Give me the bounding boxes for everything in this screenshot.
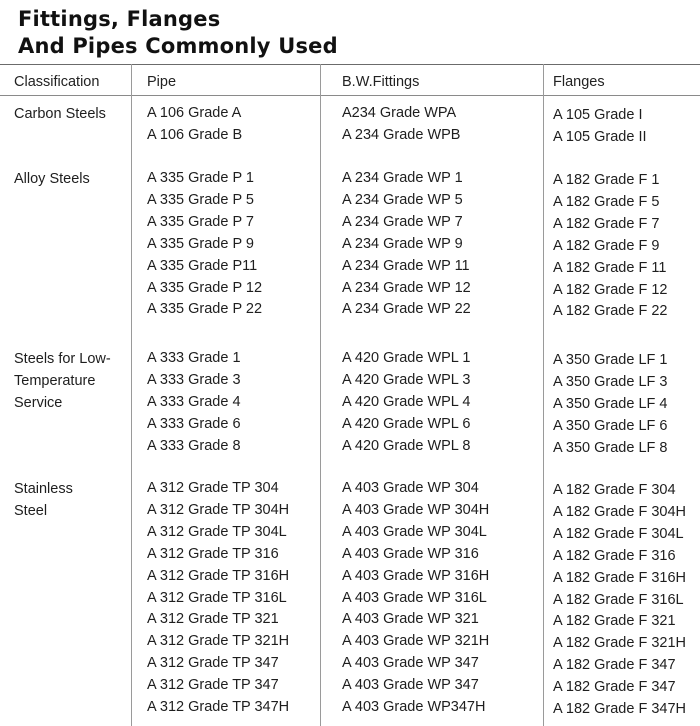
pipe-spec: A 335 Grade P 9 [147, 235, 254, 252]
pipe-spec: A 333 Grade 4 [147, 393, 241, 410]
pipe-spec: A 312 Grade TP 316L [147, 589, 287, 606]
fittings-spec: A 234 Grade WPB [342, 126, 461, 143]
flanges-spec: A 182 Grade F 316H [553, 569, 686, 586]
fittings-spec: A 234 Grade WP 12 [342, 279, 471, 296]
fittings-spec: A 403 Grade WP 321H [342, 633, 490, 650]
pipe-spec: A 335 Grade P11 [147, 257, 258, 274]
fittings-spec: A 420 Grade WPL 1 [342, 350, 471, 366]
flanges-spec: A 350 Grade LF 4 [553, 395, 668, 412]
fittings-spec: A 420 Grade WPL 3 [342, 371, 471, 388]
flanges-spec: A 182 Grade F 304 [553, 482, 676, 498]
pipe-cell [147, 478, 289, 719]
classification-line: Stainless [14, 481, 73, 497]
flanges-spec: A 182 Grade F 347 [553, 679, 676, 696]
flanges-spec: A 182 Grade F 5 [553, 193, 660, 210]
classification-line: Steels for Low- [14, 351, 111, 367]
flanges-spec: A 182 Grade F 316L [553, 591, 684, 608]
pipe-spec: A 333 Grade 8 [147, 437, 241, 454]
title-line-1: Fittings, Flanges [18, 7, 221, 31]
flanges-cell [553, 170, 667, 323]
classification-cell [14, 103, 106, 125]
classification-cell [14, 478, 73, 522]
fittings-spec: A 234 Grade WP 9 [342, 235, 463, 252]
flanges-spec: A 105 Grade II [553, 128, 647, 145]
header-rule [0, 95, 700, 96]
fittings-spec: A 403 Grade WP 316L [342, 589, 487, 606]
classification-line: Steel [14, 503, 48, 519]
title-line-2: And Pipes Commonly Used [18, 34, 338, 58]
pipe-spec: A 312 Grade TP 304H [147, 501, 290, 518]
fittings-cell [342, 168, 471, 321]
classification-line: Temperature [14, 373, 96, 389]
fittings-spec: A 403 Grade WP 347 [342, 655, 479, 672]
pipe-spec: A 312 Grade TP 304L [147, 523, 287, 540]
flanges-spec: A 182 Grade F 7 [553, 215, 660, 232]
column-header-pipe: Pipe [147, 74, 177, 90]
pipe-spec: A 333 Grade 1 [147, 350, 241, 366]
pipe-spec: A 106 Grade B [147, 126, 243, 143]
flanges-spec: A 182 Grade F 321 [553, 613, 676, 630]
fittings-spec: A 403 Grade WP 316 [342, 545, 479, 562]
pipe-cell [147, 168, 262, 321]
fittings-cell [342, 103, 460, 147]
flanges-spec: A 182 Grade F 321H [553, 635, 686, 652]
flanges-spec: A 182 Grade F 22 [553, 303, 668, 320]
column-header-classification: Classification [14, 74, 100, 90]
flanges-spec: A 350 Grade LF 6 [553, 417, 668, 434]
flanges-spec: A 350 Grade LF 3 [553, 373, 668, 390]
flanges-spec: A 182 Grade F 9 [553, 237, 660, 254]
fittings-spec: A 403 Grade WP 347 [342, 677, 479, 694]
classification-cell [14, 168, 90, 190]
classification-line: Alloy Steels [14, 171, 90, 187]
fittings-spec: A 403 Grade WP347H [342, 699, 486, 716]
flanges-spec: A 182 Grade F 304L [553, 525, 684, 542]
fittings-spec: A 403 Grade WP 304 [342, 480, 479, 496]
fittings-spec: A 420 Grade WPL 8 [342, 437, 471, 454]
pipe-cell [147, 103, 242, 147]
pipe-spec: A 335 Grade P 22 [147, 301, 263, 318]
flanges-spec: A 105 Grade I [553, 107, 643, 123]
flanges-cell [553, 105, 647, 149]
pipe-spec: A 312 Grade TP 321 [147, 611, 279, 628]
fittings-spec: A 403 Grade WP 321 [342, 611, 479, 628]
fittings-cell [342, 478, 489, 719]
pipe-spec: A 312 Grade TP 347 [147, 677, 279, 694]
page-title [18, 6, 338, 60]
flanges-cell [553, 480, 686, 721]
pipe-spec: A 312 Grade TP 347H [147, 699, 290, 716]
fittings-spec: A234 Grade WPA [342, 105, 457, 121]
fittings-spec: A 403 Grade WP 304H [342, 501, 490, 518]
flanges-spec: A 182 Grade F 11 [553, 259, 667, 276]
pipe-spec: A 312 Grade TP 347 [147, 655, 279, 672]
flanges-spec: A 182 Grade F 347 [553, 657, 676, 674]
pipe-spec: A 106 Grade A [147, 105, 242, 121]
fittings-spec: A 420 Grade WPL 4 [342, 393, 471, 410]
fittings-spec: A 234 Grade WP 7 [342, 213, 463, 230]
pipe-cell [147, 348, 241, 458]
fittings-spec: A 403 Grade WP 316H [342, 567, 490, 584]
pipe-spec: A 333 Grade 3 [147, 371, 241, 388]
flanges-spec: A 182 Grade F 12 [553, 281, 668, 298]
pipe-spec: A 312 Grade TP 316H [147, 567, 290, 584]
column-header-fittings: B.W.Fittings [342, 74, 420, 90]
classification-line: Carbon Steels [14, 106, 106, 122]
column-header-flanges: Flanges [553, 74, 605, 90]
pipe-spec: A 312 Grade TP 316 [147, 545, 279, 562]
flanges-spec: A 350 Grade LF 1 [553, 352, 668, 368]
fittings-spec: A 234 Grade WP 11 [342, 257, 470, 274]
fittings-spec: A 234 Grade WP 5 [342, 191, 463, 208]
pipe-spec: A 335 Grade P 12 [147, 279, 263, 296]
pipe-spec: A 312 Grade TP 321H [147, 633, 290, 650]
column-divider-2 [320, 64, 321, 726]
flanges-spec: A 182 Grade F 347H [553, 701, 686, 718]
flanges-spec: A 350 Grade LF 8 [553, 439, 668, 456]
column-divider-1 [131, 64, 132, 726]
table-top-rule [0, 64, 700, 65]
fittings-spec: A 234 Grade WP 22 [342, 301, 471, 318]
flanges-spec: A 182 Grade F 316 [553, 547, 676, 564]
fittings-spec: A 403 Grade WP 304L [342, 523, 487, 540]
classification-cell [14, 348, 111, 414]
classification-line: Service [14, 395, 63, 411]
pipe-spec: A 333 Grade 6 [147, 415, 241, 432]
column-divider-3 [543, 64, 544, 726]
flanges-spec: A 182 Grade F 304H [553, 503, 686, 520]
pipe-spec: A 335 Grade P 1 [147, 170, 254, 186]
pipe-spec: A 335 Grade P 5 [147, 191, 254, 208]
fittings-spec: A 420 Grade WPL 6 [342, 415, 471, 432]
flanges-cell [553, 350, 667, 460]
fittings-spec: A 234 Grade WP 1 [342, 170, 463, 186]
fittings-cell [342, 348, 470, 458]
pipe-spec: A 312 Grade TP 304 [147, 480, 279, 496]
pipe-spec: A 335 Grade P 7 [147, 213, 254, 230]
flanges-spec: A 182 Grade F 1 [553, 172, 660, 188]
